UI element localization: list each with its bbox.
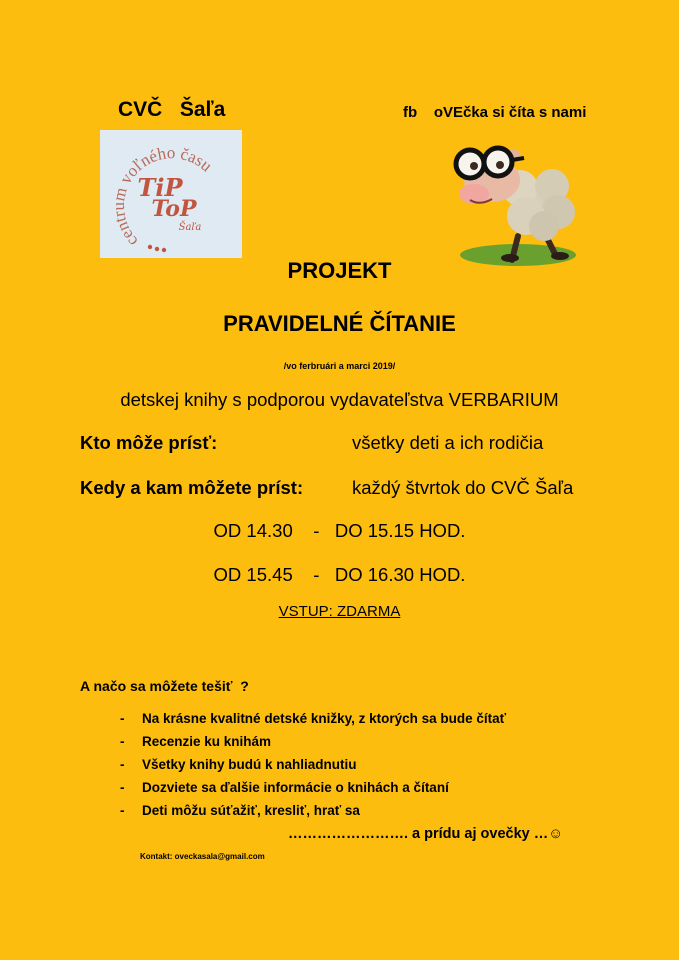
list-item [120, 799, 506, 822]
facebook-group-label: fb oVEčka si číta s nami [403, 104, 587, 121]
who-label: Kto môže prísť: [80, 432, 218, 453]
list-item-text: Deti môžu súťažiť, kresliť, hrať sa [142, 803, 360, 818]
sheep-with-glasses-icon [440, 128, 590, 270]
list-item-text: Dozviete sa ďalšie informácie o knihách a čítaní [142, 780, 449, 795]
benefits-question: A načo sa môžete tešiť ? [80, 678, 249, 694]
benefits-list [120, 707, 506, 822]
tiptop-logo [100, 130, 242, 258]
logo-dot [155, 247, 159, 251]
list-item [120, 753, 506, 776]
contact-email: Kontakt: oveckasala@gmail.com [140, 852, 265, 861]
bullet-marker: - [120, 780, 125, 795]
time-slot: OD 15.45 - DO 16.30 HOD. [213, 564, 466, 585]
organization-name: CVČ Šaľa [118, 98, 226, 121]
list-item [120, 730, 506, 753]
when-where-value: každý štvrtok do CVČ Šaľa [352, 477, 574, 498]
bullet-marker: - [120, 711, 125, 726]
logo-graphic [100, 130, 242, 258]
list-item-text: Recenzie ku knihám [142, 734, 272, 749]
logo-brand-bottom: ToP [151, 196, 197, 222]
logo-town: Šaľa [178, 222, 202, 233]
closing-line: ……………………. a prídu aj ovečky …☺ [288, 826, 564, 842]
list-item [120, 707, 506, 730]
list-item-text: Všetky knihy budú k nahliadnutiu [142, 757, 357, 772]
logo-brand-top: TiP [137, 173, 183, 202]
time-slot: OD 14.30 - DO 15.15 HOD. [213, 520, 466, 541]
logo-dot [148, 245, 152, 249]
project-title: PRAVIDELNÉ ČÍTANIE [223, 311, 456, 336]
logo-dot [162, 248, 166, 252]
list-item-text: Na krásne kvalitné detské knižky, z ktorých sa bude čítať [142, 711, 507, 726]
project-dates: /vo ferbruári a marci 2019/ [283, 361, 396, 371]
bullet-marker: - [120, 803, 125, 818]
project-subtitle: detskej knihy s podporou vydavateľstva VERBARIUM [120, 389, 559, 410]
entry-free-label: VSTUP: ZDARMA [278, 603, 401, 620]
bullet-marker: - [120, 757, 125, 772]
bullet-marker: - [120, 734, 125, 749]
who-value: všetky deti a ich rodičia [352, 432, 544, 453]
project-heading: PROJEKT [287, 258, 392, 283]
when-where-label: Kedy a kam môžete príst: [80, 477, 304, 498]
list-item [120, 776, 506, 799]
logo-arc-text: centrum voľného času [109, 143, 216, 251]
